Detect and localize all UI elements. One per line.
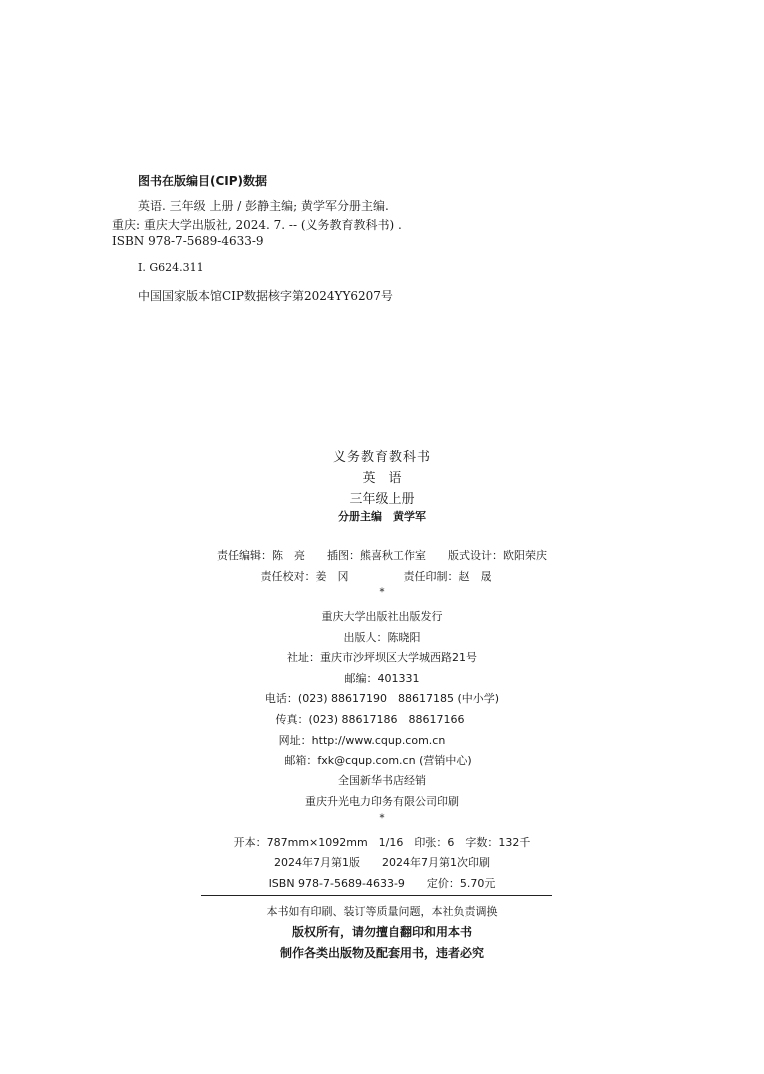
divider-rule: [201, 895, 552, 896]
notice-line1: 本书如有印刷、装订等质量问题，本社负责调换: [266, 905, 498, 918]
publisher-website: 网址：http://www.cqup.com.cn: [278, 734, 446, 747]
cip-title: 图书在版编目(CIP)数据: [138, 174, 268, 188]
publisher-address: 社址：重庆市沙坪坝区大学城西路21号: [287, 651, 477, 664]
specs-edition: 2024年7月第1版 2024年7月第1次印刷: [274, 856, 490, 869]
publisher-person: 出版人：陈晓阳: [343, 631, 421, 644]
separator-star-2: *: [379, 813, 385, 824]
separator-star-1: *: [379, 587, 385, 598]
book-series: 义务教育教科书: [332, 450, 431, 465]
book-subject: 英 语: [362, 471, 402, 486]
cip-classification: I. G624.311: [138, 261, 204, 274]
cip-number: 中国国家版本馆CIP数据核字第2024YY6207号: [138, 289, 393, 303]
book-grade: 三年级上册: [349, 492, 415, 507]
book-volume-editor: 分册主编 黄学军: [338, 510, 426, 523]
specs-format: 开本：787mm×1092mm 1/16 印张：6 字数：132千: [233, 836, 531, 849]
publisher-postcode: 邮编：401331: [344, 672, 420, 685]
credits-line2: 责任校对：姜 冈 责任印制：赵 晟: [260, 570, 492, 583]
cip-record-line1: 英语. 三年级 上册 / 彭静主编; 黄学军分册主编.: [138, 199, 389, 213]
publisher-phone: 电话：(023) 88617190 88617185 (中小学): [264, 692, 500, 705]
notice-line3: 制作各类出版物及配套用书，违者必究: [279, 946, 484, 960]
publisher-name: 重庆大学出版社出版发行: [321, 610, 443, 623]
cip-record-line3: ISBN 978-7-5689-4633-9: [112, 234, 264, 248]
publisher-fax: 传真：(023) 88617186 88617166: [275, 713, 465, 726]
publisher-distributor: 全国新华书店经销: [338, 774, 426, 787]
notice-line2: 版权所有，请勿擅自翻印和用本书: [291, 925, 472, 939]
credits-line1: 责任编辑：陈 亮 插图：熊喜秋工作室 版式设计：欧阳荣庆: [217, 549, 547, 562]
publisher-email: 邮箱：fxk@cqup.com.cn (营销中心): [284, 754, 472, 767]
cip-record-line2: 重庆: 重庆大学出版社, 2024. 7. -- (义务教育教科书) .: [112, 218, 402, 232]
publisher-printer: 重庆升光电力印务有限公司印刷: [305, 795, 459, 808]
specs-isbn-price: ISBN 978-7-5689-4633-9 定价：5.70元: [268, 877, 496, 890]
